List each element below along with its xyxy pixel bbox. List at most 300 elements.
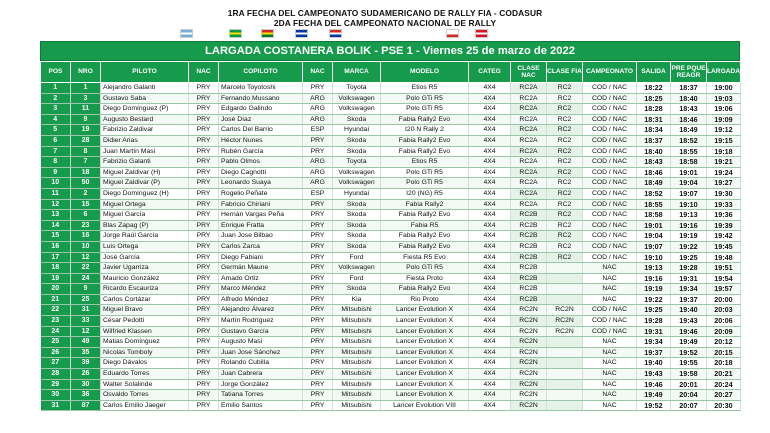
cell-pre-parque: 19:43 xyxy=(671,316,707,327)
cell-copiloto-nac: PRY xyxy=(303,83,333,94)
cell-campeonato: NAC xyxy=(583,379,637,390)
cell-categ: 4X4 xyxy=(469,125,511,136)
cell-campeonato: NAC xyxy=(583,273,637,284)
cell-piloto: Jorge Raúl García xyxy=(101,231,189,242)
cell-nac: PRY xyxy=(189,241,219,252)
cell-copiloto: Gustavo García xyxy=(219,326,303,337)
cell-clase-nac: RC2N xyxy=(511,390,547,401)
start-list-sheet xyxy=(40,41,740,411)
cell-copiloto: Carlos Del Barrio xyxy=(219,125,303,136)
cell-marca: Mitsubishi xyxy=(333,326,381,337)
cell-copiloto: Fabricio Chiriani xyxy=(219,199,303,210)
cell-categ: 4X4 xyxy=(469,135,511,146)
cell-campeonato: COD / NAC xyxy=(583,135,637,146)
cell-piloto: Miguel Zaldivar (P) xyxy=(101,178,189,189)
cell-modelo: Fabia Rally2 Evo xyxy=(381,114,469,125)
cell-copiloto: Juan Jose Bilbao xyxy=(219,231,303,242)
cell-copiloto: Marcelo Toyotoshi xyxy=(219,83,303,94)
cell-campeonato: COD / NAC xyxy=(583,316,637,327)
cell-nro: 7 xyxy=(71,157,101,168)
cell-nro: 10 xyxy=(71,241,101,252)
cell-pos: 23 xyxy=(41,316,71,327)
cell-largada: 19:57 xyxy=(707,284,741,295)
cell-pos: 10 xyxy=(41,178,71,189)
cell-piloto: Osvaldo Torres xyxy=(101,390,189,401)
cell-clase-fia: RC2 xyxy=(547,104,583,115)
cell-nac: PRY xyxy=(189,400,219,411)
cell-clase-nac: RC2A xyxy=(511,104,547,115)
cell-pre-parque: 19:34 xyxy=(671,284,707,295)
cell-categ: 4X4 xyxy=(469,93,511,104)
cell-pos: 18 xyxy=(41,263,71,274)
cell-clase-fia: RC2 xyxy=(547,157,583,168)
cell-salida: 19:49 xyxy=(637,390,671,401)
cell-pos: 1 xyxy=(41,83,71,94)
table-row xyxy=(41,390,741,401)
cell-pre-parque: 19:31 xyxy=(671,273,707,284)
cell-copiloto-nac: ARG xyxy=(303,93,333,104)
table-row xyxy=(41,347,741,358)
cell-clase-fia: RC2 xyxy=(547,241,583,252)
cell-campeonato: NAC xyxy=(583,263,637,274)
cell-modelo: Fabia Rally2 xyxy=(381,199,469,210)
cell-largada: 19:15 xyxy=(707,135,741,146)
cell-nac: PRY xyxy=(189,114,219,125)
cell-salida: 18:52 xyxy=(637,188,671,199)
table-row xyxy=(41,104,741,115)
cell-modelo: I20 (NG) R5 xyxy=(381,188,469,199)
cell-copiloto: Fernando Mussano xyxy=(219,93,303,104)
table-row xyxy=(41,326,741,337)
cell-modelo: Lancer Evolution VIII xyxy=(381,400,469,411)
cell-pre-parque: 18:37 xyxy=(671,83,707,94)
cell-largada: 20:18 xyxy=(707,358,741,369)
cell-categ: 4X4 xyxy=(469,210,511,221)
cell-pos: 8 xyxy=(41,157,71,168)
cell-categ: 4X4 xyxy=(469,326,511,337)
cell-categ: 4X4 xyxy=(469,167,511,178)
cell-pos: 2 xyxy=(41,93,71,104)
cell-campeonato: COD / NAC xyxy=(583,114,637,125)
chile-flag xyxy=(446,29,459,38)
cell-largada: 20:30 xyxy=(707,400,741,411)
cell-nro: 30 xyxy=(71,379,101,390)
cell-copiloto: Rubén García xyxy=(219,146,303,157)
cell-modelo: Lancer Evolution X xyxy=(381,305,469,316)
cell-campeonato: COD / NAC xyxy=(583,326,637,337)
cell-largada: 20:12 xyxy=(707,337,741,348)
cell-pre-parque: 19:22 xyxy=(671,241,707,252)
peru-flag xyxy=(475,29,488,38)
cell-clase-nac: RC2A xyxy=(511,83,547,94)
cell-copiloto-nac: PRY xyxy=(303,347,333,358)
cell-salida: 18:55 xyxy=(637,199,671,210)
cell-pos: 3 xyxy=(41,104,71,115)
column-header-copiloto-nac: NAC xyxy=(303,62,333,83)
cell-modelo: Etios R5 xyxy=(381,83,469,94)
header-line-1: 1RA FECHA DEL CAMPEONATO SUDAMERICANO DE RALLY FIA - CODASUR xyxy=(227,8,543,18)
cell-copiloto: Héctor Nunes xyxy=(219,135,303,146)
cell-copiloto-nac: ARG xyxy=(303,178,333,189)
cell-nac: PRY xyxy=(189,199,219,210)
cell-clase-fia xyxy=(547,347,583,358)
cell-modelo: Fabia Rally2 Evo xyxy=(381,241,469,252)
cell-modelo: Lancer Evolution X xyxy=(381,358,469,369)
cell-copiloto-nac: PRY xyxy=(303,337,333,348)
column-header-nac: NAC xyxy=(189,62,219,83)
cell-nro: 87 xyxy=(71,400,101,411)
cell-clase-nac: RC2B xyxy=(511,284,547,295)
table-row xyxy=(41,210,741,221)
cell-copiloto-nac: PRY xyxy=(303,252,333,263)
cell-modelo: Polo GTi R5 xyxy=(381,167,469,178)
column-header-largada: LARGADA xyxy=(707,62,741,83)
start-list-table xyxy=(40,61,741,411)
cell-categ: 4X4 xyxy=(469,358,511,369)
cell-marca: Skoda xyxy=(333,146,381,157)
cell-salida: 18:43 xyxy=(637,157,671,168)
cell-marca: Mitsubishi xyxy=(333,305,381,316)
cell-nro: 35 xyxy=(71,347,101,358)
cell-piloto: Carlos Cortázar xyxy=(101,294,189,305)
cell-modelo: Lancer Evolution X xyxy=(381,316,469,327)
cell-clase-nac: RC2N xyxy=(511,379,547,390)
cell-pre-parque: 19:40 xyxy=(671,305,707,316)
cell-piloto: Nicolas Tomboly xyxy=(101,347,189,358)
cell-nac: PRY xyxy=(189,157,219,168)
cell-nac: PRY xyxy=(189,146,219,157)
cell-clase-fia xyxy=(547,358,583,369)
cell-clase-nac: RC2B xyxy=(511,241,547,252)
cell-categ: 4X4 xyxy=(469,263,511,274)
cell-campeonato: NAC xyxy=(583,358,637,369)
cell-clase-fia: RC2 xyxy=(547,199,583,210)
cell-largada: 20:21 xyxy=(707,369,741,380)
argentina-flag xyxy=(180,29,193,38)
cell-nro: 2 xyxy=(71,188,101,199)
table-row xyxy=(41,400,741,411)
cell-clase-nac: RC2N xyxy=(511,358,547,369)
cell-categ: 4X4 xyxy=(469,83,511,94)
cell-marca: Skoda xyxy=(333,114,381,125)
cell-piloto: Miguel García xyxy=(101,210,189,221)
table-row xyxy=(41,316,741,327)
cell-campeonato: COD / NAC xyxy=(583,220,637,231)
cell-nac: PRY xyxy=(189,316,219,327)
cell-clase-fia: RC2 xyxy=(547,146,583,157)
cell-pos: 17 xyxy=(41,252,71,263)
cell-categ: 4X4 xyxy=(469,390,511,401)
cell-salida: 18:37 xyxy=(637,135,671,146)
cell-marca: Mitsubishi xyxy=(333,369,381,380)
cell-copiloto: Martín Rodríguez xyxy=(219,316,303,327)
cell-salida: 19:16 xyxy=(637,273,671,284)
cell-modelo: Polo GTi R5 xyxy=(381,263,469,274)
cell-copiloto-nac: ARG xyxy=(303,104,333,115)
cell-clase-nac: RC2A xyxy=(511,93,547,104)
cell-clase-fia: RC2 xyxy=(547,114,583,125)
cell-copiloto-nac: PRY xyxy=(303,369,333,380)
cell-marca: Skoda xyxy=(333,210,381,221)
cell-clase-fia: RC2 xyxy=(547,188,583,199)
cell-marca: Mitsubishi xyxy=(333,358,381,369)
cell-campeonato: COD / NAC xyxy=(583,305,637,316)
cell-pre-parque: 18:40 xyxy=(671,93,707,104)
cell-largada: 19:21 xyxy=(707,157,741,168)
cell-salida: 19:22 xyxy=(637,294,671,305)
cell-categ: 4X4 xyxy=(469,294,511,305)
cell-modelo: Fiesta R5 Evo xyxy=(381,252,469,263)
cell-categ: 4X4 xyxy=(469,241,511,252)
cell-piloto: Luis Ortega xyxy=(101,241,189,252)
cell-nac: PRY xyxy=(189,369,219,380)
cell-nac: PRY xyxy=(189,273,219,284)
cell-pos: 24 xyxy=(41,326,71,337)
cell-copiloto-nac: PRY xyxy=(303,231,333,242)
cell-campeonato: COD / NAC xyxy=(583,252,637,263)
table-row xyxy=(41,358,741,369)
cell-pre-parque: 20:01 xyxy=(671,379,707,390)
cell-clase-fia: RC2 xyxy=(547,210,583,221)
cell-nro: 15 xyxy=(71,199,101,210)
stage-banner: LARGADA COSTANERA BOLIK - PSE 1 - Viernes 25 de marzo de 2022 xyxy=(40,41,740,61)
cell-copiloto: Enrique Fratta xyxy=(219,220,303,231)
table-row xyxy=(41,231,741,242)
cell-salida: 19:52 xyxy=(637,400,671,411)
cell-copiloto: Carlos Zarca xyxy=(219,241,303,252)
cell-categ: 4X4 xyxy=(469,369,511,380)
cell-copiloto: Jorge González xyxy=(219,379,303,390)
cell-clase-nac: RC2B xyxy=(511,231,547,242)
cell-salida: 18:40 xyxy=(637,146,671,157)
cell-copiloto: Germán Maune xyxy=(219,263,303,274)
cell-copiloto-nac: PRY xyxy=(303,294,333,305)
cell-copiloto: Diego Cagnotti xyxy=(219,167,303,178)
cell-copiloto: Rolando Cubilla xyxy=(219,358,303,369)
cell-nac: PRY xyxy=(189,167,219,178)
cell-copiloto-nac: PRY xyxy=(303,316,333,327)
cell-pre-parque: 19:10 xyxy=(671,199,707,210)
cell-clase-fia: RC2N xyxy=(547,326,583,337)
cell-copiloto: Leonardo Suaya xyxy=(219,178,303,189)
cell-categ: 4X4 xyxy=(469,199,511,210)
cell-pos: 6 xyxy=(41,135,71,146)
cell-nac: PRY xyxy=(189,358,219,369)
column-header-piloto: PILOTO xyxy=(101,62,189,83)
cell-salida: 18:31 xyxy=(637,114,671,125)
cell-copiloto-nac: PRY xyxy=(303,273,333,284)
cell-copiloto: Hernán Vargas Peña xyxy=(219,210,303,221)
table-row xyxy=(41,252,741,263)
cell-copiloto: Pablo Olmos xyxy=(219,157,303,168)
cell-largada: 20:09 xyxy=(707,326,741,337)
cell-categ: 4X4 xyxy=(469,400,511,411)
cell-clase-fia: RC2 xyxy=(547,93,583,104)
cell-categ: 4X4 xyxy=(469,379,511,390)
cell-piloto: Eduardo Torres xyxy=(101,369,189,380)
cell-categ: 4X4 xyxy=(469,231,511,242)
cell-pre-parque: 19:16 xyxy=(671,220,707,231)
cell-largada: 19:45 xyxy=(707,241,741,252)
cell-salida: 18:28 xyxy=(637,104,671,115)
cell-marca: Mitsubishi xyxy=(333,390,381,401)
cell-marca: Ford xyxy=(333,273,381,284)
cell-pre-parque: 19:52 xyxy=(671,347,707,358)
column-header-nro: NRO xyxy=(71,62,101,83)
cell-piloto: Wilfried Klassen xyxy=(101,326,189,337)
cell-nro: 12 xyxy=(71,326,101,337)
cell-copiloto: Edgardo Galindo xyxy=(219,104,303,115)
table-row xyxy=(41,273,741,284)
cell-campeonato: COD / NAC xyxy=(583,104,637,115)
cell-clase-nac: RC2N xyxy=(511,347,547,358)
cell-marca: Volkswagen xyxy=(333,167,381,178)
document-header xyxy=(0,8,770,28)
cell-largada: 19:09 xyxy=(707,114,741,125)
cell-piloto: Miguel Ortega xyxy=(101,199,189,210)
cell-marca: Volkswagen xyxy=(333,93,381,104)
cell-nro: 31 xyxy=(71,305,101,316)
cell-nro: 26 xyxy=(71,369,101,380)
cell-pre-parque: 19:46 xyxy=(671,326,707,337)
cell-copiloto-nac: ESP xyxy=(303,125,333,136)
cell-clase-fia: RC2 xyxy=(547,83,583,94)
cell-piloto: Carlos Emilio Jaeger xyxy=(101,400,189,411)
cell-clase-nac: RC2A xyxy=(511,114,547,125)
cell-copiloto-nac: PRY xyxy=(303,390,333,401)
cell-nro: 6 xyxy=(71,210,101,221)
column-header-categ: CATEG xyxy=(469,62,511,83)
cell-campeonato: NAC xyxy=(583,369,637,380)
cell-salida: 19:04 xyxy=(637,231,671,242)
cell-salida: 19:37 xyxy=(637,347,671,358)
cell-salida: 19:40 xyxy=(637,358,671,369)
cell-marca: Kia xyxy=(333,294,381,305)
cell-nro: 18 xyxy=(71,167,101,178)
cell-pre-parque: 18:58 xyxy=(671,157,707,168)
cell-clase-nac: RC2N xyxy=(511,337,547,348)
cell-categ: 4X4 xyxy=(469,347,511,358)
cell-salida: 18:58 xyxy=(637,210,671,221)
cell-salida: 19:25 xyxy=(637,305,671,316)
cell-marca: Hyundai xyxy=(333,188,381,199)
cell-campeonato: COD / NAC xyxy=(583,146,637,157)
cell-clase-fia: RC2 xyxy=(547,167,583,178)
cell-copiloto-nac: PRY xyxy=(303,263,333,274)
cell-piloto: Diego Domínguez (P) xyxy=(101,104,189,115)
cell-marca: Mitsubishi xyxy=(333,379,381,390)
table-row xyxy=(41,220,741,231)
cell-modelo: Lancer Evolution X xyxy=(381,390,469,401)
uruguay-flag xyxy=(295,29,308,38)
cell-campeonato: NAC xyxy=(583,347,637,358)
cell-copiloto: Diego Fabiani xyxy=(219,252,303,263)
cell-clase-fia xyxy=(547,379,583,390)
cell-campeonato: COD / NAC xyxy=(583,210,637,221)
cell-copiloto: Juan Cabrera xyxy=(219,369,303,380)
cell-pos: 25 xyxy=(41,337,71,348)
cell-clase-nac: RC2N xyxy=(511,316,547,327)
cell-copiloto-nac: PRY xyxy=(303,400,333,411)
cell-piloto: Diego Dávalos xyxy=(101,358,189,369)
cell-modelo: Polo GTi R5 xyxy=(381,104,469,115)
table-row xyxy=(41,93,741,104)
cell-nac: PRY xyxy=(189,294,219,305)
cell-nac: PRY xyxy=(189,83,219,94)
cell-nro: 28 xyxy=(71,135,101,146)
cell-copiloto: Augusto Masi xyxy=(219,337,303,348)
cell-pos: 5 xyxy=(41,125,71,136)
cell-marca: Skoda xyxy=(333,199,381,210)
cell-campeonato: COD / NAC xyxy=(583,167,637,178)
cell-pos: 12 xyxy=(41,199,71,210)
cell-nro: 25 xyxy=(71,294,101,305)
cell-piloto: Fabrizio Zaldivar xyxy=(101,125,189,136)
cell-nac: PRY xyxy=(189,305,219,316)
cell-copiloto-nac: PRY xyxy=(303,135,333,146)
cell-marca: Mitsubishi xyxy=(333,337,381,348)
cell-pre-parque: 18:46 xyxy=(671,114,707,125)
table-row xyxy=(41,369,741,380)
cell-nac: PRY xyxy=(189,390,219,401)
cell-piloto: César Pedotti xyxy=(101,316,189,327)
table-row xyxy=(41,305,741,316)
cell-campeonato: COD / NAC xyxy=(583,83,637,94)
cell-pre-parque: 19:07 xyxy=(671,188,707,199)
cell-marca: Mitsubishi xyxy=(333,316,381,327)
cell-clase-nac: RC2A xyxy=(511,157,547,168)
cell-categ: 4X4 xyxy=(469,273,511,284)
cell-piloto: José García xyxy=(101,252,189,263)
column-header-marca: MARCA xyxy=(333,62,381,83)
cell-campeonato: COD / NAC xyxy=(583,178,637,189)
cell-categ: 4X4 xyxy=(469,284,511,295)
cell-copiloto-nac: PRY xyxy=(303,241,333,252)
cell-largada: 20:27 xyxy=(707,390,741,401)
cell-salida: 19:01 xyxy=(637,220,671,231)
cell-campeonato: NAC xyxy=(583,294,637,305)
cell-pos: 11 xyxy=(41,188,71,199)
cell-largada: 19:06 xyxy=(707,104,741,115)
cell-piloto: Miguel Bravo xyxy=(101,305,189,316)
cell-nro: 1 xyxy=(71,83,101,94)
cell-pre-parque: 20:04 xyxy=(671,390,707,401)
cell-campeonato: NAC xyxy=(583,390,637,401)
cell-largada: 20:06 xyxy=(707,316,741,327)
cell-modelo: Polo GTi R5 xyxy=(381,93,469,104)
cell-campeonato: NAC xyxy=(583,400,637,411)
cell-nro: 39 xyxy=(71,358,101,369)
cell-piloto: Matias Domínguez xyxy=(101,337,189,348)
column-header-pos: POS xyxy=(41,62,71,83)
cell-largada: 19:39 xyxy=(707,220,741,231)
cell-modelo: Fabia Rally2 Evo xyxy=(381,210,469,221)
cell-largada: 19:03 xyxy=(707,93,741,104)
cell-clase-nac: RC2A xyxy=(511,188,547,199)
cell-categ: 4X4 xyxy=(469,104,511,115)
cell-modelo: Lancer Evolution X xyxy=(381,369,469,380)
cell-categ: 4X4 xyxy=(469,146,511,157)
cell-salida: 18:22 xyxy=(637,83,671,94)
table-row xyxy=(41,114,741,125)
cell-copiloto-nac: PRY xyxy=(303,379,333,390)
cell-modelo: Lancer Evolution X xyxy=(381,379,469,390)
cell-marca: Volkswagen xyxy=(333,178,381,189)
cell-nro: 9 xyxy=(71,114,101,125)
cell-largada: 19:00 xyxy=(707,83,741,94)
cell-modelo: Etios R5 xyxy=(381,157,469,168)
cell-modelo: Fiesta Proto xyxy=(381,273,469,284)
